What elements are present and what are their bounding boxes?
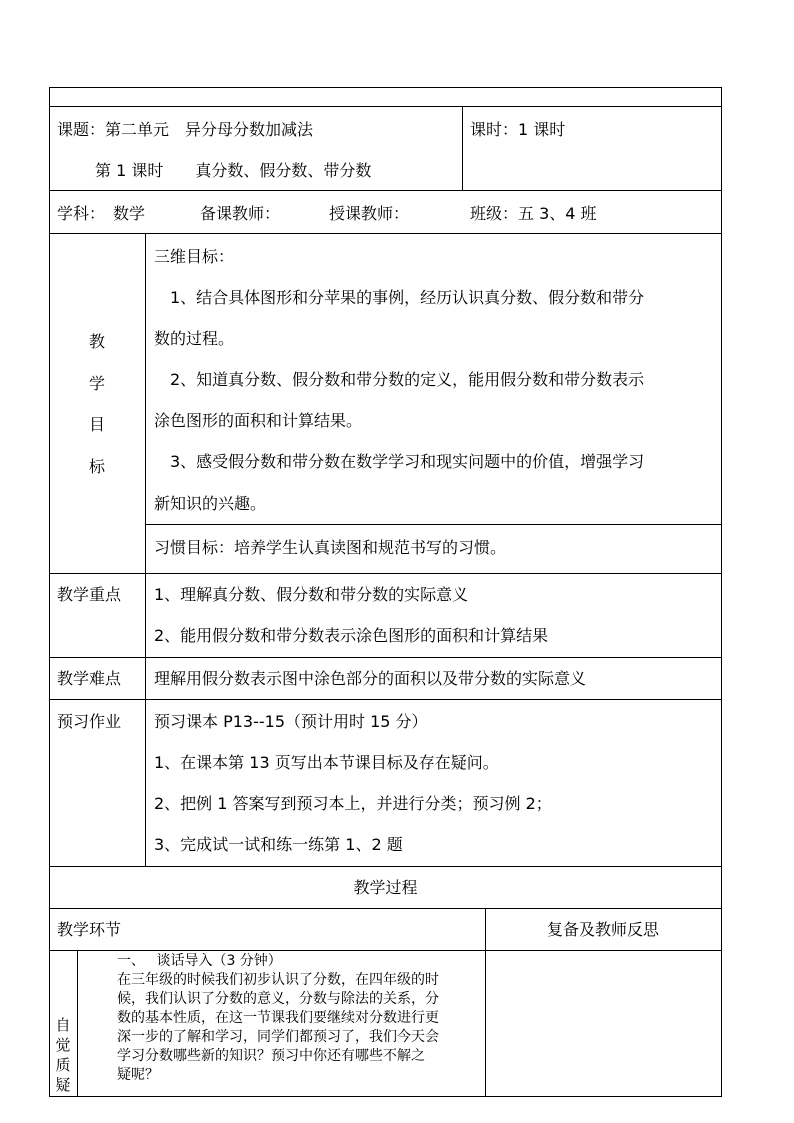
side-char: 疑 bbox=[55, 1076, 71, 1094]
intro-line: 数的基本性质，在这一节课我们要继续对分数进行更 bbox=[117, 1010, 439, 1026]
goals-label-char: 标 bbox=[88, 457, 105, 476]
rule bbox=[49, 866, 722, 867]
rule bbox=[77, 950, 78, 1097]
goals-label-char: 教 bbox=[88, 332, 105, 351]
rule bbox=[49, 657, 722, 658]
key-point-item: 1、理解真分数、假分数和带分数的实际意义 bbox=[154, 585, 469, 604]
rule bbox=[49, 699, 722, 700]
rule bbox=[49, 1096, 722, 1097]
topic-label: 课题：第二单元 异分母分数加减法 bbox=[57, 120, 314, 139]
homework-line: 预习课本 P13--15（预计用时 15 分） bbox=[154, 712, 428, 731]
intro-line: 学习分数哪些新的知识？预习中你还有哪些不解之 bbox=[117, 1048, 425, 1064]
process-title: 教学过程 bbox=[353, 878, 418, 897]
rule bbox=[145, 233, 146, 867]
rule bbox=[49, 87, 50, 1097]
class-label: 班级：五 3、4 班 bbox=[470, 204, 597, 223]
goals-label-char: 学 bbox=[88, 374, 105, 393]
intro-heading: 一、 谈话导入（3 分钟） bbox=[117, 953, 282, 969]
teacher-label: 授课教师： bbox=[329, 204, 410, 223]
key-points-label: 教学重点 bbox=[57, 585, 122, 604]
homework-line: 2、把例 1 答案写到预习本上，并进行分类；预习例 2； bbox=[154, 794, 552, 813]
side-char: 自 bbox=[55, 1016, 71, 1034]
side-char: 觉 bbox=[55, 1036, 71, 1054]
goal-line: 1、结合具体图形和分苹果的事例，经历认识真分数、假分数和带分 bbox=[154, 288, 645, 307]
topic-subtitle: 第 1 课时 真分数、假分数、带分数 bbox=[95, 161, 372, 180]
homework-line: 1、在课本第 13 页写出本节课目标及存在疑问。 bbox=[154, 753, 499, 772]
rule bbox=[49, 87, 722, 88]
homework-line: 3、完成试一试和练一练第 1、2 题 bbox=[154, 835, 403, 854]
rule bbox=[462, 106, 463, 191]
rule bbox=[49, 908, 722, 909]
intro-line: 候，我们认识了分数的意义，分数与除法的关系，分 bbox=[117, 991, 439, 1007]
rule bbox=[49, 233, 722, 234]
intro-line: 深一步的了解和学习，同学们都预习了，我们今天会 bbox=[117, 1029, 439, 1045]
subject-label: 学科： 数学 bbox=[57, 204, 146, 223]
difficulty-label: 教学难点 bbox=[57, 669, 122, 688]
homework-label: 预习作业 bbox=[57, 712, 122, 731]
rule bbox=[49, 106, 722, 107]
intro-line: 在三年级的时候我们初步认识了分数，在四年级的时 bbox=[117, 972, 439, 988]
rule bbox=[721, 87, 722, 1097]
rule bbox=[49, 573, 722, 574]
habit-goal: 习惯目标：培养学生认真读图和规范书写的习惯。 bbox=[154, 538, 507, 557]
goal-line: 新知识的兴趣。 bbox=[154, 494, 267, 513]
side-char: 质 bbox=[55, 1056, 71, 1074]
period-label: 课时：1 课时 bbox=[470, 120, 566, 139]
intro-line: 疑呢？ bbox=[117, 1067, 159, 1083]
prep-teacher-label: 备课教师： bbox=[200, 204, 281, 223]
goal-line: 涂色图形的面积和计算结果。 bbox=[154, 411, 363, 430]
rule bbox=[49, 950, 722, 951]
rule bbox=[145, 524, 722, 525]
key-point-item: 2、能用假分数和带分数表示涂色图形的面积和计算结果 bbox=[154, 626, 549, 645]
goal-line: 数的过程。 bbox=[154, 329, 235, 348]
difficulty-text: 理解用假分数表示图中涂色部分的面积以及带分数的实际意义 bbox=[154, 669, 587, 688]
goals-title: 三维目标： bbox=[154, 247, 235, 266]
goal-line: 3、感受假分数和带分数在数学学习和现实问题中的价值，增强学习 bbox=[154, 452, 645, 471]
rule bbox=[49, 190, 722, 191]
goals-label-char: 目 bbox=[88, 415, 105, 434]
process-col-right: 复备及教师反思 bbox=[546, 920, 659, 939]
process-col-left: 教学环节 bbox=[57, 920, 122, 939]
goal-line: 2、知道真分数、假分数和带分数的定义，能用假分数和带分数表示 bbox=[154, 370, 645, 389]
